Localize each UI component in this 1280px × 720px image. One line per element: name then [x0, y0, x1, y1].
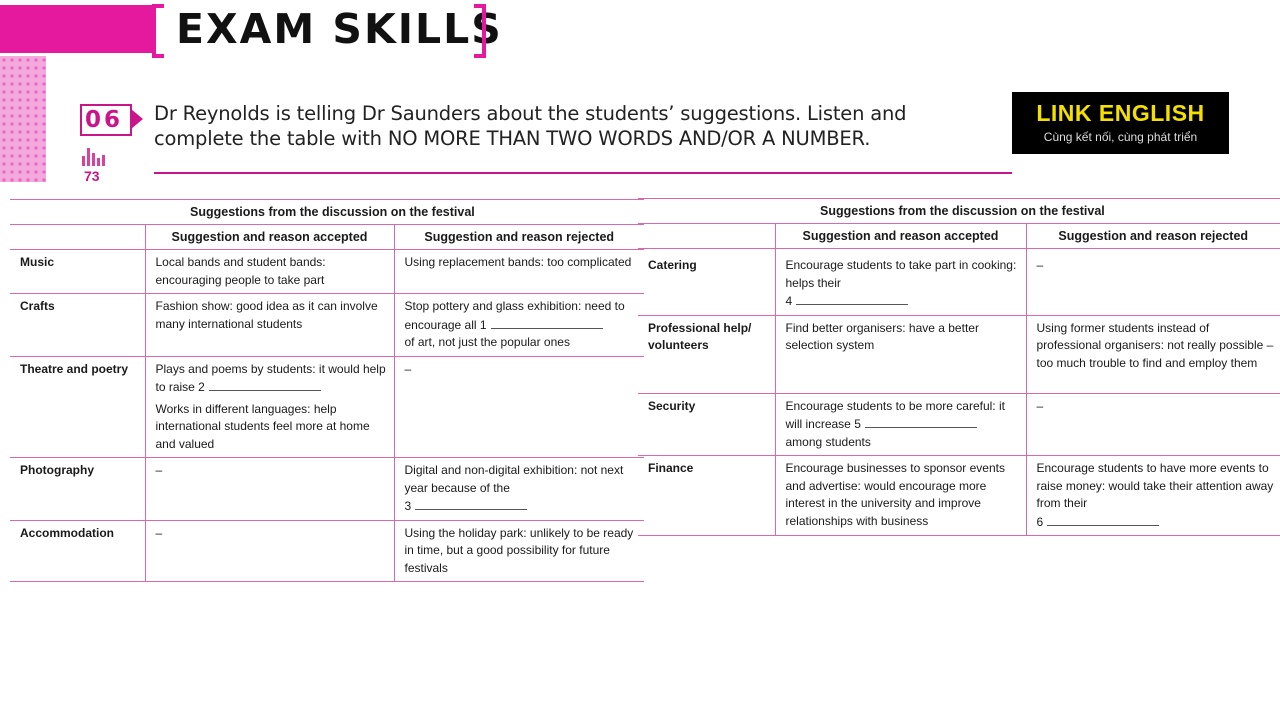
- audio-track-number: 73: [84, 168, 100, 184]
- row-label: Photography: [10, 458, 145, 521]
- accepted-cell: Local bands and student bands: encouraging people to take part: [145, 250, 394, 294]
- rejected-cell: Using the holiday park: unlikely to be ready in time, but a good possibility for future festivals: [394, 520, 644, 582]
- rejected-cell: –: [394, 356, 644, 458]
- answer-number: 6: [1036, 514, 1044, 529]
- table-row: [10, 520, 644, 582]
- audio-track-icon: [82, 146, 108, 166]
- row-label: Music: [10, 250, 145, 294]
- accepted-cell: [145, 356, 394, 458]
- accepted-text-cont: among students: [785, 434, 871, 449]
- rejected-cell: –: [1026, 393, 1280, 456]
- col-header-blank: [638, 224, 775, 249]
- logo-title: LINK ENGLISH: [1036, 100, 1205, 126]
- accepted-text: Encourage students to be more careful: it will increase 5: [785, 398, 1005, 431]
- page-title: EXAM SKILLS: [176, 5, 503, 53]
- rejected-cell: –: [1026, 249, 1280, 316]
- answer-blank-2[interactable]: [209, 378, 321, 391]
- rejected-text-cont: of art, not just the popular ones: [404, 335, 570, 349]
- row-label: Finance: [638, 456, 775, 536]
- table-caption: Suggestions from the discussion on the festival: [10, 200, 644, 225]
- table-row: [638, 249, 1280, 316]
- col-header-blank: [10, 225, 145, 250]
- table-row: [10, 250, 644, 294]
- row-label: Accommodation: [10, 520, 145, 582]
- rejected-cell: Using replacement bands: too complicated: [394, 250, 644, 294]
- answer-blank-6[interactable]: [1047, 513, 1159, 526]
- table-row: [10, 294, 644, 357]
- accepted-cell: –: [145, 458, 394, 521]
- table-row: [638, 315, 1280, 393]
- accepted-text: Encourage students to take part in cooking: helps their: [785, 258, 1017, 290]
- accepted-cell: Find better organisers: have a better selection system: [775, 315, 1026, 393]
- row-label: Security: [638, 393, 775, 456]
- task-instruction: [154, 101, 1014, 151]
- left-festival-table: [10, 199, 644, 582]
- instruction-divider: [154, 172, 1012, 174]
- table-row: [10, 356, 644, 458]
- table-row: [10, 458, 644, 521]
- row-label: Crafts: [10, 294, 145, 357]
- title-bracket-right: [474, 4, 486, 58]
- answer-blank-5[interactable]: [865, 415, 977, 428]
- accepted-cell: [775, 393, 1026, 456]
- task-number-badge: [80, 104, 132, 136]
- right-festival-table: [638, 198, 1280, 536]
- accepted-cell: –: [145, 520, 394, 582]
- rejected-cell: [1026, 456, 1280, 536]
- col-header-accepted: Suggestion and reason accepted: [775, 224, 1026, 249]
- rejected-cell: [394, 294, 644, 357]
- answer-blank-4[interactable]: [796, 292, 908, 305]
- rejected-cell: Using former students instead of professional organisers: not really possible – too much trouble to find and employ them: [1026, 315, 1280, 393]
- rejected-text: Encourage students to have more events to raise money: would take their attention away from their: [1036, 461, 1274, 510]
- task-number: 06: [85, 107, 124, 133]
- accepted-cell: Encourage businesses to sponsor events and advertise: would encourage more interest in the university and improve relationships with business: [775, 456, 1026, 536]
- col-header-rejected: Suggestion and reason rejected: [1026, 224, 1280, 249]
- rejected-text: Stop pottery and glass exhibition: need to encourage all 1: [404, 299, 625, 332]
- rejected-text: Digital and non-digital exhibition: not next year because of the: [404, 463, 624, 495]
- table-row: [638, 456, 1280, 536]
- col-header-rejected: Suggestion and reason rejected: [394, 225, 644, 250]
- instruction-line-1: Dr Reynolds is telling Dr Saunders about the students’ suggestions. Listen and: [154, 102, 907, 125]
- accepted-text: Plays and poems by students: it would help to raise 2: [155, 361, 386, 394]
- accepted-cell: Fashion show: good idea as it can involve many international students: [145, 294, 394, 357]
- accepted-cell: [775, 249, 1026, 316]
- instruction-line-2: complete the table with NO MORE THAN TWO WORDS AND/OR A NUMBER.: [154, 127, 871, 150]
- table-caption: Suggestions from the discussion on the festival: [638, 199, 1280, 224]
- answer-number: 3: [404, 499, 412, 513]
- link-english-logo: [1012, 92, 1229, 154]
- row-label: Professional help/ volunteers: [638, 315, 775, 393]
- rejected-cell: [394, 458, 644, 521]
- header-accent-bar: [0, 5, 152, 53]
- play-arrow-icon[interactable]: [131, 109, 143, 129]
- row-label: Catering: [638, 249, 775, 316]
- logo-subtitle: Cùng kết nối, cùng phát triển: [1043, 130, 1198, 144]
- answer-blank-1[interactable]: [491, 316, 603, 329]
- title-bracket-left: [152, 4, 164, 58]
- answer-number: 4: [785, 294, 793, 308]
- row-label: Theatre and poetry: [10, 356, 145, 458]
- header-dot-pattern: [0, 56, 46, 182]
- answer-blank-3[interactable]: [415, 497, 527, 510]
- col-header-accepted: Suggestion and reason accepted: [145, 225, 394, 250]
- table-row: [638, 393, 1280, 456]
- accepted-text-extra: Works in different languages: help international students feel more at home and valued: [155, 401, 370, 451]
